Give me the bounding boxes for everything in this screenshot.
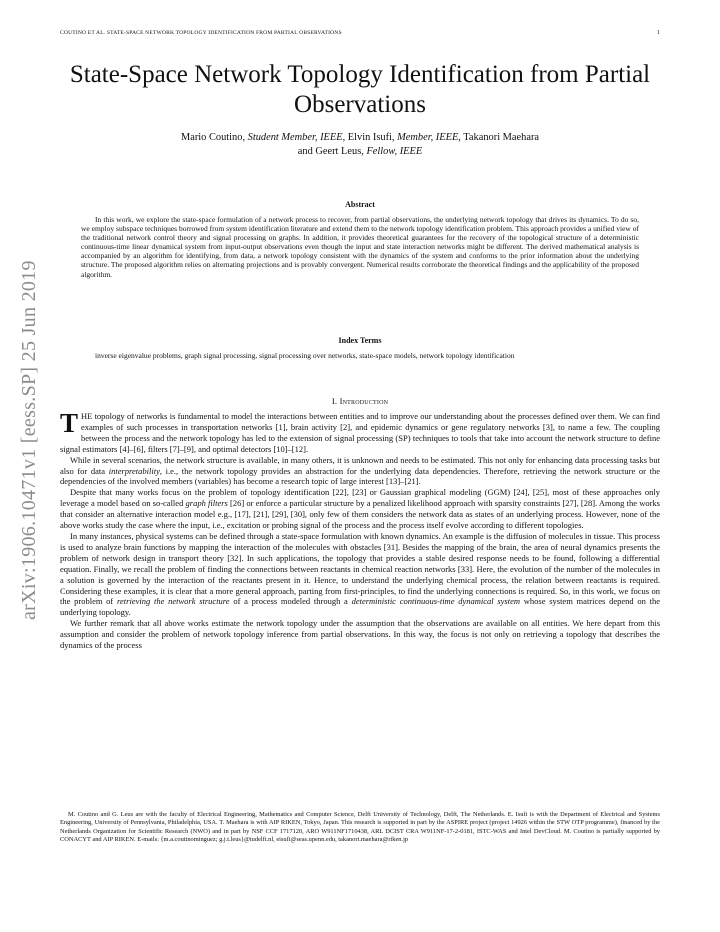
paragraph-text: While in several scenarios, the network structure is available, in many others, it is unknown and needs to be estimated. This not only for enhancing data processing tasks but also for data: [60, 454, 660, 476]
paper-title: State-Space Network Topology Identification from Partial Observations: [69, 61, 651, 118]
arxiv-identifier: arXiv:1906.10471v1 [eess.SP] 25 Jun 2019: [18, 260, 40, 620]
paragraph: We further remark that all above works estimate the network topology under the assumption that the observations are available on all entities. We here depart from this assumption and consider the problem of network topology inference from partial observations. In this way, the focus is not only on retrieving a topology that describes the dynamics of the process: [60, 618, 660, 651]
author-name: , Takanori Maehara: [458, 132, 540, 143]
author-membership: Fellow, IEEE: [366, 146, 423, 157]
paragraph: [60, 455, 660, 488]
paragraph-text: of a process modeled through a: [229, 596, 352, 607]
paragraph-text: In many instances, physical systems can be defined through a state-space formulation with known dynamics. An example is the diffusion of molecules in tissue. This process is used to analyze brain functions by mapping the interaction of the molecules with obstacles [31]. Besides the mapping of the brain, the area of neural dynamics presents the problem of network design in transport theory [32]. In such applications, the topology that provides a stable desired response needs to be found, following a differential equation. Finally, we recall the problem of finding the connections between reactants in chemical reaction networks [33]. Here, the evolution of the number of the molecules in a solution is governed by the interaction of the reactants present in it. Hence, to understand the underlying chemical process, the relation between reactants is required. Considering these examples, it is clear that a more general approach, parting from first-principles, to find the underlying connections is required. So, in this work, we focus on the problem of: [60, 530, 660, 607]
abstract-heading: Abstract: [345, 200, 375, 209]
emphasis: graph filters: [185, 498, 228, 509]
paragraph-text: [26] or enforce a particular structure by a penalized likelihood approach with sparsity constraints [27], [28]. Among the works that consider an alternative interaction model e.g., [17], [21], [29], [30], only few of them considers the network data as states of an underlying process. However, none of the above works study the case where the input, i.e., excitation or probing signal of the process and the process itself evolve according to different topologies.: [60, 498, 660, 531]
running-header: [60, 30, 660, 36]
page-number: 1: [656, 30, 660, 36]
paragraph-text: whose system matrices depend on the underlying topology.: [60, 596, 660, 618]
paragraph-text: Despite that many works focus on the problem of topology identification [22], [23] or Gaussian graphical modeling (GGM) [24], [25], most of these approaches only leverage a model based on so-called: [60, 487, 660, 509]
emphasis: interpretability: [108, 465, 160, 476]
abstract-text: In this work, we explore the state-space formulation of a network process to recover, from partial observations, the underlying network topology that drives its dynamics. To do so, we employ subspace techniques borrowed from system identification literature and extend them to the network topology identification problem. This approach provides a unified view of the traditional network control theory and signal processing on graphs. In addition, it provides theoretical guarantees for the recovery of the topological structure of a deterministic continuous-time linear dynamical system from input-output observations even though the input and state interaction networks might be different. The derived mathematical analysis is accompanied by an algorithm for identifying, from data, a network topology consistent with the dynamics of the system and conforms to the prior information about the underlying structure. The proposed algorithm relies on alternating projections and is provably convergent. Numerical results corroborate the theoretical findings and the applicability of the proposed algorithm.: [81, 215, 639, 279]
paragraph: [60, 487, 660, 531]
index-terms-heading: Index Terms: [338, 336, 382, 345]
emphasis: deterministic continuous-time dynamical system: [351, 596, 521, 607]
author-name: Mario Coutino,: [180, 132, 248, 143]
author-name: and Geert Leus,: [297, 146, 367, 157]
section-numeral: I.: [331, 396, 340, 406]
emphasis: retrieving the network structure: [117, 596, 230, 607]
running-title: COUTINO ET AL. STATE-SPACE NETWORK TOPOLOGY IDENTIFICATION FROM PARTIAL OBSERVATIONS: [60, 30, 342, 36]
drop-cap: T: [60, 408, 79, 438]
paragraph: [60, 531, 660, 618]
author-membership: Member, IEEE: [397, 132, 459, 143]
section-title: Introduction: [339, 396, 389, 406]
index-terms-text: inverse eigenvalue problems, graph signal processing, signal processing over networks, state-space models, network topology identification: [95, 351, 515, 360]
section-heading: [60, 396, 660, 406]
author-list: [90, 131, 630, 159]
paragraph: [60, 408, 660, 455]
author-name: , Elvin Isufi,: [342, 132, 398, 143]
paragraph-text: , i.e., the network topology provides an abstraction for the underlying data dependencies. Therefore, retrieving the network structure or the dependencies of the involved members (variables) has become a research topic of large interest [13]–[21].: [60, 465, 661, 487]
footnote: M. Coutino and G. Leus are with the faculty of Electrical Engineering, Mathematics and Computer Science, Delft University of Technology, Delft, The Netherlands. E. Isufi is with the Department of Electrical and Systems Engineering, University of Pennsylvania, Philadelphia, USA. T. Maehara is with AIP RIKEN, Tokyo, Japan. This research is supported in part by the ASPIRE project (project 14926 within the STW OTP programme), financed by the Netherlands Organization for Scientific Research (NWO) and in part by NSF CCF 1717120, ARO W911NF1710438, ARL DCIST CRA W911NF-17-2-0181, ISTC-WAS and Intel DevCloud. M. Coutino is partially supported by CONACYT and AIP RIKEN. E-mails: {m.a.coutinominguez; g.j.t.leus}@tudelft.nl, eisufi@seas.upenn.edu, takanori.maehara@riken.jp: [60, 811, 660, 843]
author-membership: Student Member, IEEE: [247, 132, 343, 143]
body-text: [60, 408, 661, 651]
paragraph-text: HE topology of networks is fundamental to model the interactions between entities and to improve our understanding about the processes defined over them. We can find examples of such processes in transportation networks [1], brain activity [2], and epidemic dynamics or gene regulatory networks [3], to name a few. The coupling between the process and the network topology has led to the extension of signal processing (SP) techniques to tools that take into account the network structure to define signal estimators [4]–[6], filters [7]–[9], and optimal detectors [10]–[12].: [60, 411, 660, 454]
